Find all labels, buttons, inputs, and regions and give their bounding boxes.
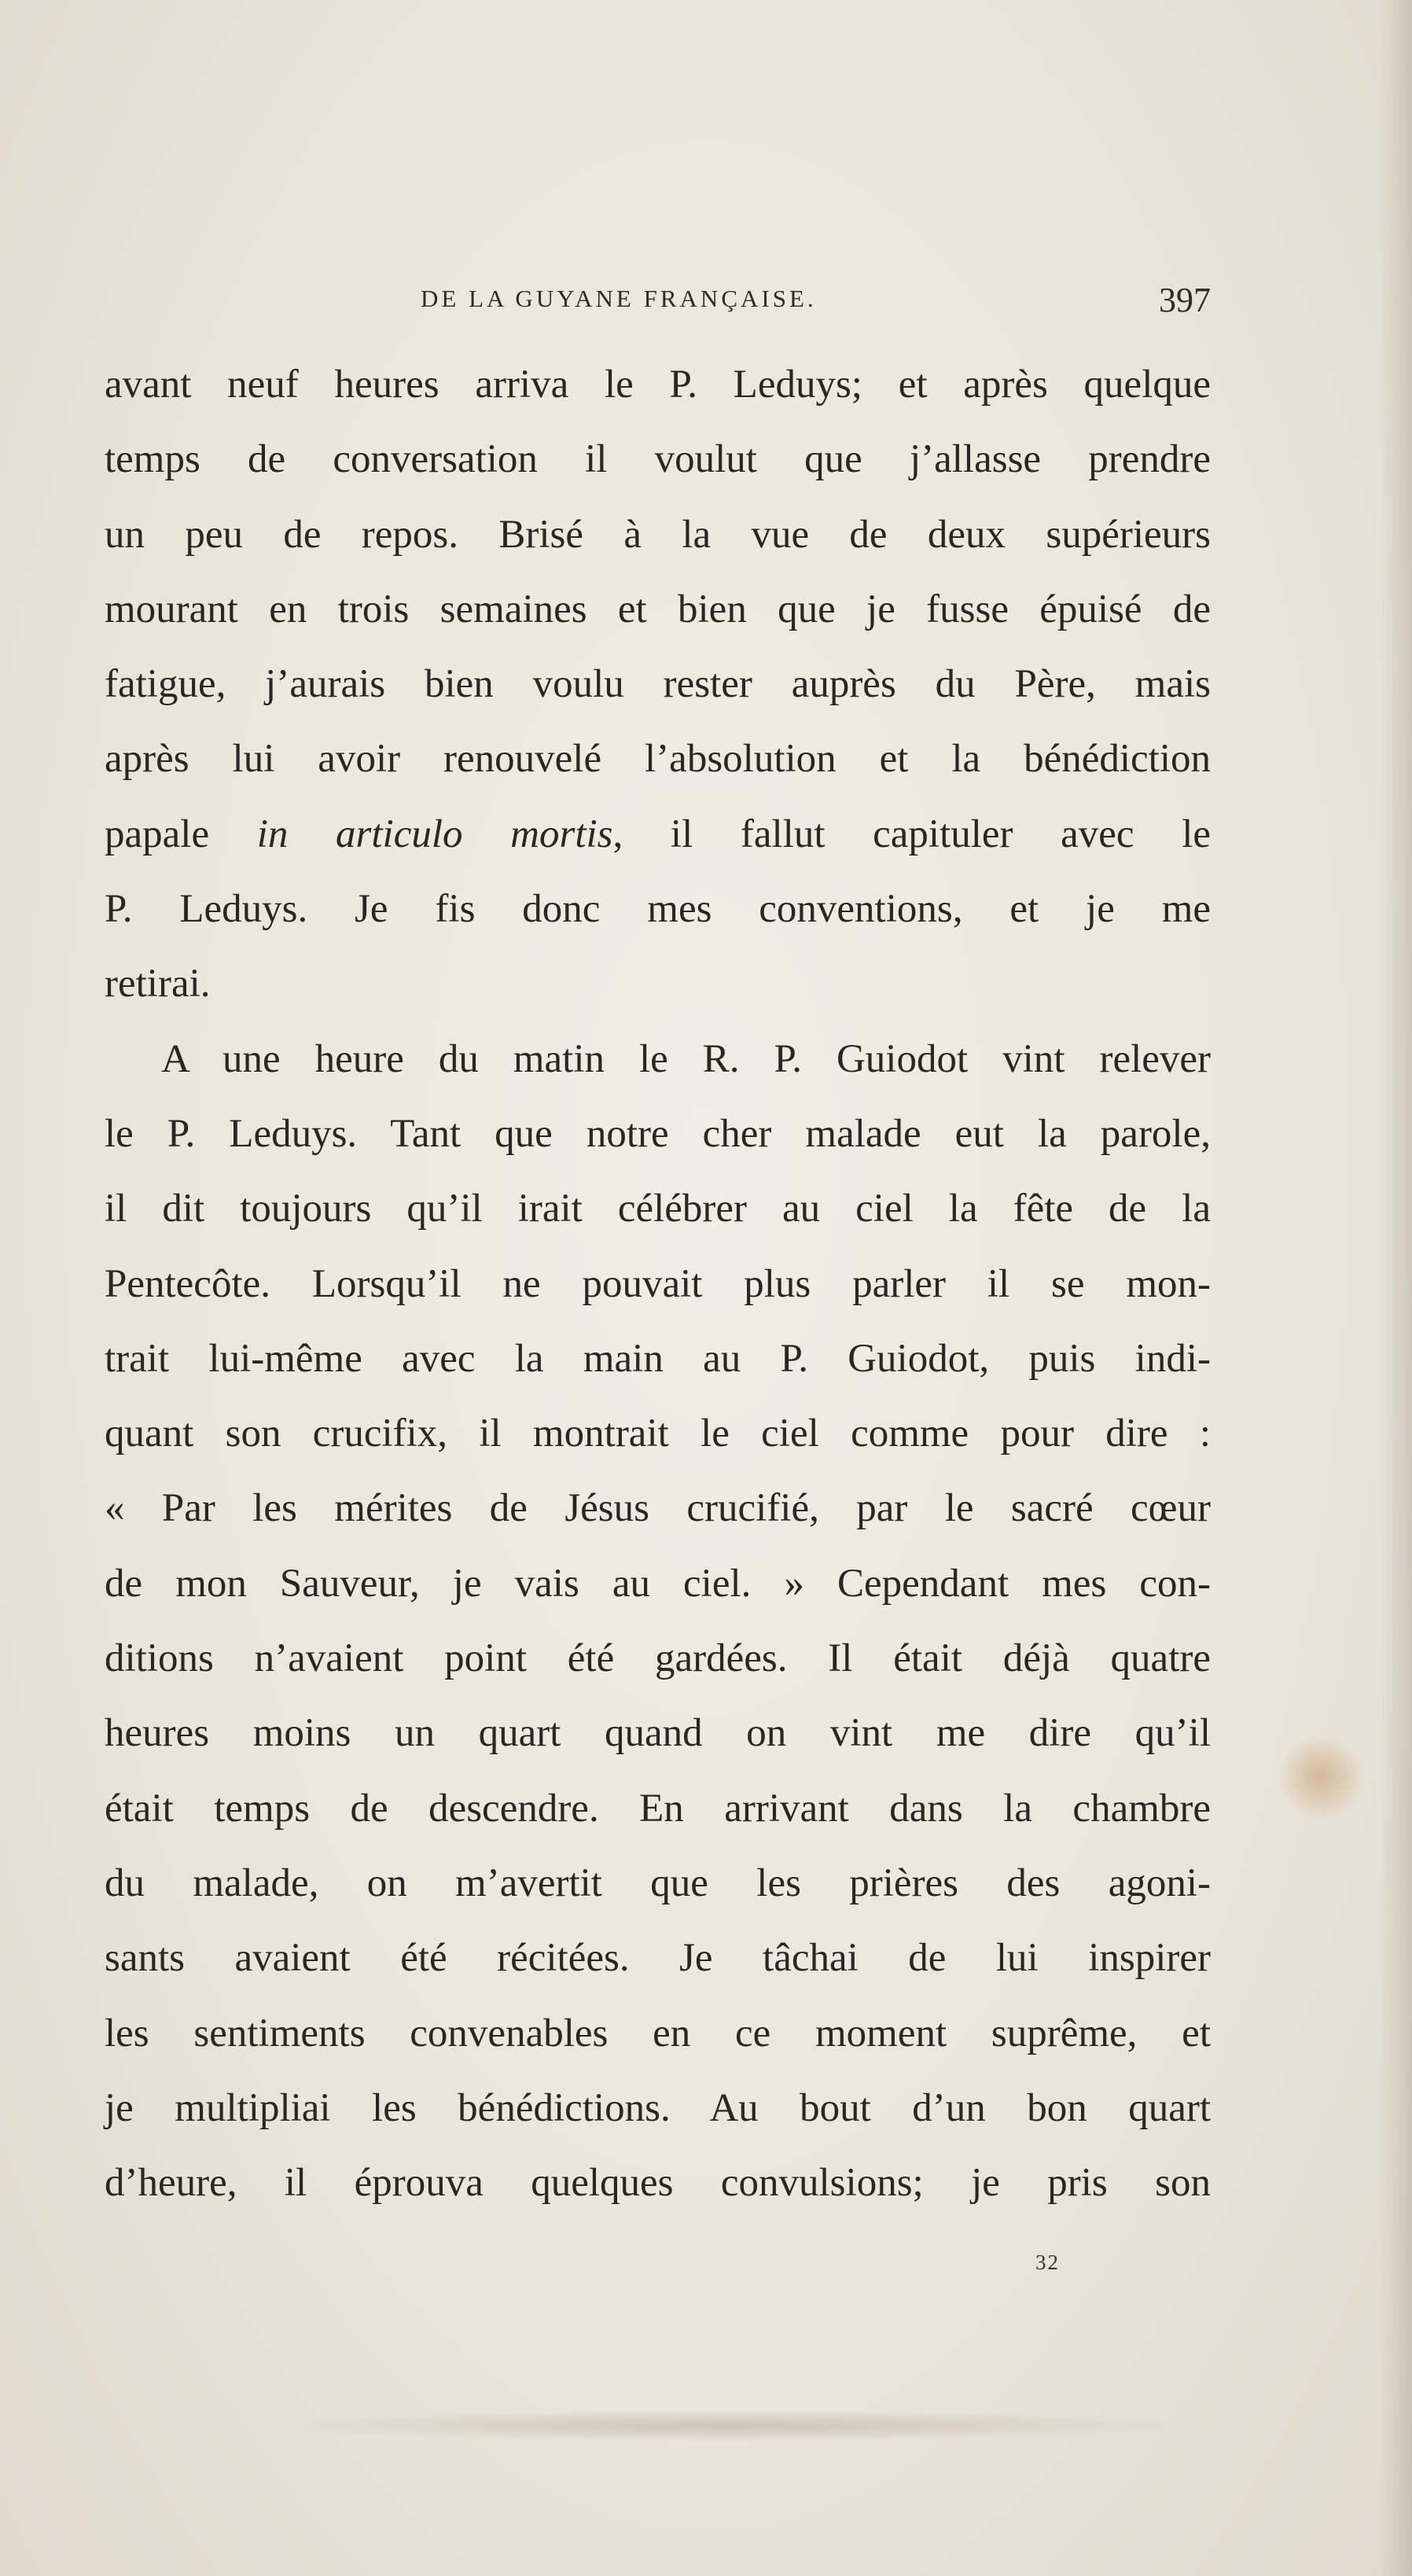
text-line: était temps de descendre. En arrivant dans la chambre xyxy=(105,1786,1211,1831)
text-line: ditions n’avaient point été gardées. Il était déjà quatre xyxy=(105,1636,1211,1681)
page-number: 397 xyxy=(1159,281,1211,319)
text-line: papale in articulo mortis, il fallut capituler avec le xyxy=(105,811,1212,856)
text-line: heures moins un quart quand on vint me dire qu’il xyxy=(105,1711,1211,1756)
text-line: retirai. xyxy=(105,962,211,1006)
text-line: Pentecôte. Lorsqu’il ne pouvait plus parler il se mon- xyxy=(105,1261,1211,1306)
text-line: il dit toujours qu’il irait célébrer au ciel la fête de la xyxy=(105,1187,1211,1231)
page-edge-shadow xyxy=(1381,0,1412,2576)
text-line: A une heure du matin le R. P. Guiodot vint relever xyxy=(161,1036,1211,1081)
signature-mark: 32 xyxy=(1035,2250,1060,2274)
page-header xyxy=(102,281,1211,324)
italic-phrase: in articulo mortis xyxy=(256,811,613,856)
text-line: après lui avoir renouvelé l’absolution et la bénédiction xyxy=(105,737,1211,782)
text-line: temps de conversation il voulut que j’allasse prendre xyxy=(105,437,1211,482)
foxing-stain xyxy=(1278,1734,1364,1820)
text-line: le P. Leduys. Tant que notre cher malade eut la parole, xyxy=(105,1111,1211,1156)
text-line: mourant en trois semaines et bien que je fusse épuisé de xyxy=(105,587,1211,631)
body-text xyxy=(105,348,1211,2221)
text-line: sants avaient été récitées. Je tâchai de lui inspirer xyxy=(105,1936,1211,1981)
text-line: d’heure, il éprouva quelques convulsions; je pris son xyxy=(105,2161,1211,2206)
text-line: je multipliai les bénédictions. Au bout d’un bon quart xyxy=(105,2085,1211,2130)
running-head: DE LA GUYANE FRANÇAISE. xyxy=(421,285,817,312)
text-line: P. Leduys. Je fis donc mes conventions, et je me xyxy=(105,887,1211,932)
text-line: avant neuf heures arriva le P. Leduys; et après quelque xyxy=(105,362,1211,407)
text-line: un peu de repos. Brisé à la vue de deux supérieurs xyxy=(105,512,1211,557)
text-line: « Par les mérites de Jésus crucifié, par le sacré cœur xyxy=(105,1486,1211,1531)
text-line: du malade, on m’avertit que les prières des agoni- xyxy=(105,1860,1211,1905)
text-line: de mon Sauveur, je vais au ciel. » Cependant mes con- xyxy=(105,1561,1211,1606)
text-line: fatigue, j’aurais bien voulu rester auprès du Père, mais xyxy=(105,662,1211,707)
text-line: quant son crucifix, il montrait le ciel comme pour dire : xyxy=(105,1411,1211,1456)
text-line: les sentiments convenables en ce moment suprême, et xyxy=(105,2011,1211,2055)
bottom-smudge xyxy=(259,2410,1203,2442)
text-line: trait lui-même avec la main au P. Guiodot, puis indi- xyxy=(105,1336,1211,1381)
